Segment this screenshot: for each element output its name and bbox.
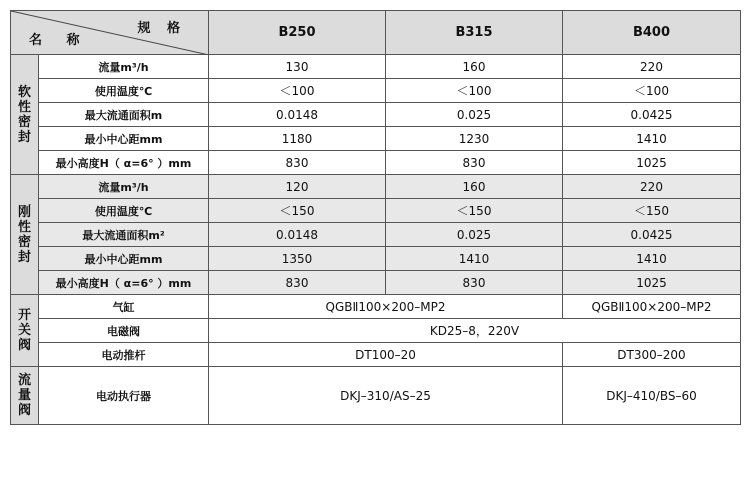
- model-header-b250: B250: [209, 11, 386, 55]
- hard-seal-row-center: [11, 247, 741, 271]
- hard-seal-row-area: [11, 223, 741, 247]
- cell-value: 830: [386, 271, 563, 295]
- cell-value: ＜150: [563, 199, 741, 223]
- cell-value: 1350: [209, 247, 386, 271]
- soft-seal-row-temp: [11, 79, 741, 103]
- row-label: 电动执行器: [39, 367, 209, 425]
- cell-value: 830: [209, 271, 386, 295]
- row-label: 电动推杆: [39, 343, 209, 367]
- switch-valve-row-solenoid: [11, 319, 741, 343]
- hard-seal-row-temp: [11, 199, 741, 223]
- spec-label: 规 格: [137, 21, 186, 36]
- hard-seal-row-flow: [11, 175, 741, 199]
- row-label: 气缸: [39, 295, 209, 319]
- cell-value: 130: [209, 55, 386, 79]
- soft-seal-row-flow: [11, 55, 741, 79]
- cell-value: 1025: [563, 151, 741, 175]
- row-label: 最大流通面积m: [39, 103, 209, 127]
- name-label: 名 称: [29, 33, 90, 48]
- cell-value: ＜150: [386, 199, 563, 223]
- switch-valve-group-label: 开 关 阀: [11, 295, 39, 367]
- row-label: 最小中心距mm: [39, 127, 209, 151]
- row-label: 流量m³/h: [39, 55, 209, 79]
- header-diagonal-cell: [11, 11, 209, 55]
- soft-seal-group-label: 软 性 密 封: [11, 55, 39, 175]
- cell-value: ＜150: [209, 199, 386, 223]
- row-label: 流量m³/h: [39, 175, 209, 199]
- row-label: 电磁阀: [39, 319, 209, 343]
- cell-value: 1180: [209, 127, 386, 151]
- cell-value: 1025: [563, 271, 741, 295]
- cell-value: ＜100: [386, 79, 563, 103]
- soft-seal-row-center: [11, 127, 741, 151]
- row-label: 最小中心距mm: [39, 247, 209, 271]
- cell-value: ＜100: [209, 79, 386, 103]
- row-label: 最大流通面积m²: [39, 223, 209, 247]
- cell-value: 0.025: [386, 103, 563, 127]
- cell-value: KD25–8，220V: [209, 319, 741, 343]
- cell-value: DKJ–410/BS–60: [563, 367, 741, 425]
- cell-value: 0.0148: [209, 103, 386, 127]
- row-label: 最小高度H（ α=6° ）mm: [39, 151, 209, 175]
- cell-value: 160: [386, 55, 563, 79]
- row-label: 最小高度H（ α=6° ）mm: [39, 271, 209, 295]
- hard-seal-group-label: 刚 性 密 封: [11, 175, 39, 295]
- model-header-b400: B400: [563, 11, 741, 55]
- cell-value: 0.025: [386, 223, 563, 247]
- cell-value: 1410: [386, 247, 563, 271]
- cell-value: DT100–20: [209, 343, 563, 367]
- cell-value: QGBⅡ100×200–MP2: [563, 295, 741, 319]
- cell-value: 830: [209, 151, 386, 175]
- soft-seal-row-area: [11, 103, 741, 127]
- cell-value: 1410: [563, 127, 741, 151]
- flow-valve-row-actuator: [11, 367, 741, 425]
- cell-value: 120: [209, 175, 386, 199]
- cell-value: 0.0148: [209, 223, 386, 247]
- switch-valve-row-cylinder: [11, 295, 741, 319]
- row-label: 使用温度℃: [39, 79, 209, 103]
- cell-value: 830: [386, 151, 563, 175]
- spec-table: [10, 10, 741, 425]
- hard-seal-row-height: [11, 271, 741, 295]
- cell-value: 1230: [386, 127, 563, 151]
- cell-value: DKJ–310/AS–25: [209, 367, 563, 425]
- cell-value: 0.0425: [563, 223, 741, 247]
- soft-seal-row-height: [11, 151, 741, 175]
- cell-value: 160: [386, 175, 563, 199]
- row-label: 使用温度℃: [39, 199, 209, 223]
- cell-value: QGBⅡ100×200–MP2: [209, 295, 563, 319]
- cell-value: 1410: [563, 247, 741, 271]
- switch-valve-row-actuator: [11, 343, 741, 367]
- spec-table-container: [10, 10, 740, 425]
- header-row: [11, 11, 741, 55]
- cell-value: DT300–200: [563, 343, 741, 367]
- cell-value: ＜100: [563, 79, 741, 103]
- cell-value: 220: [563, 55, 741, 79]
- model-header-b315: B315: [386, 11, 563, 55]
- flow-valve-group-label: 流 量 阀: [11, 367, 39, 425]
- cell-value: 220: [563, 175, 741, 199]
- cell-value: 0.0425: [563, 103, 741, 127]
